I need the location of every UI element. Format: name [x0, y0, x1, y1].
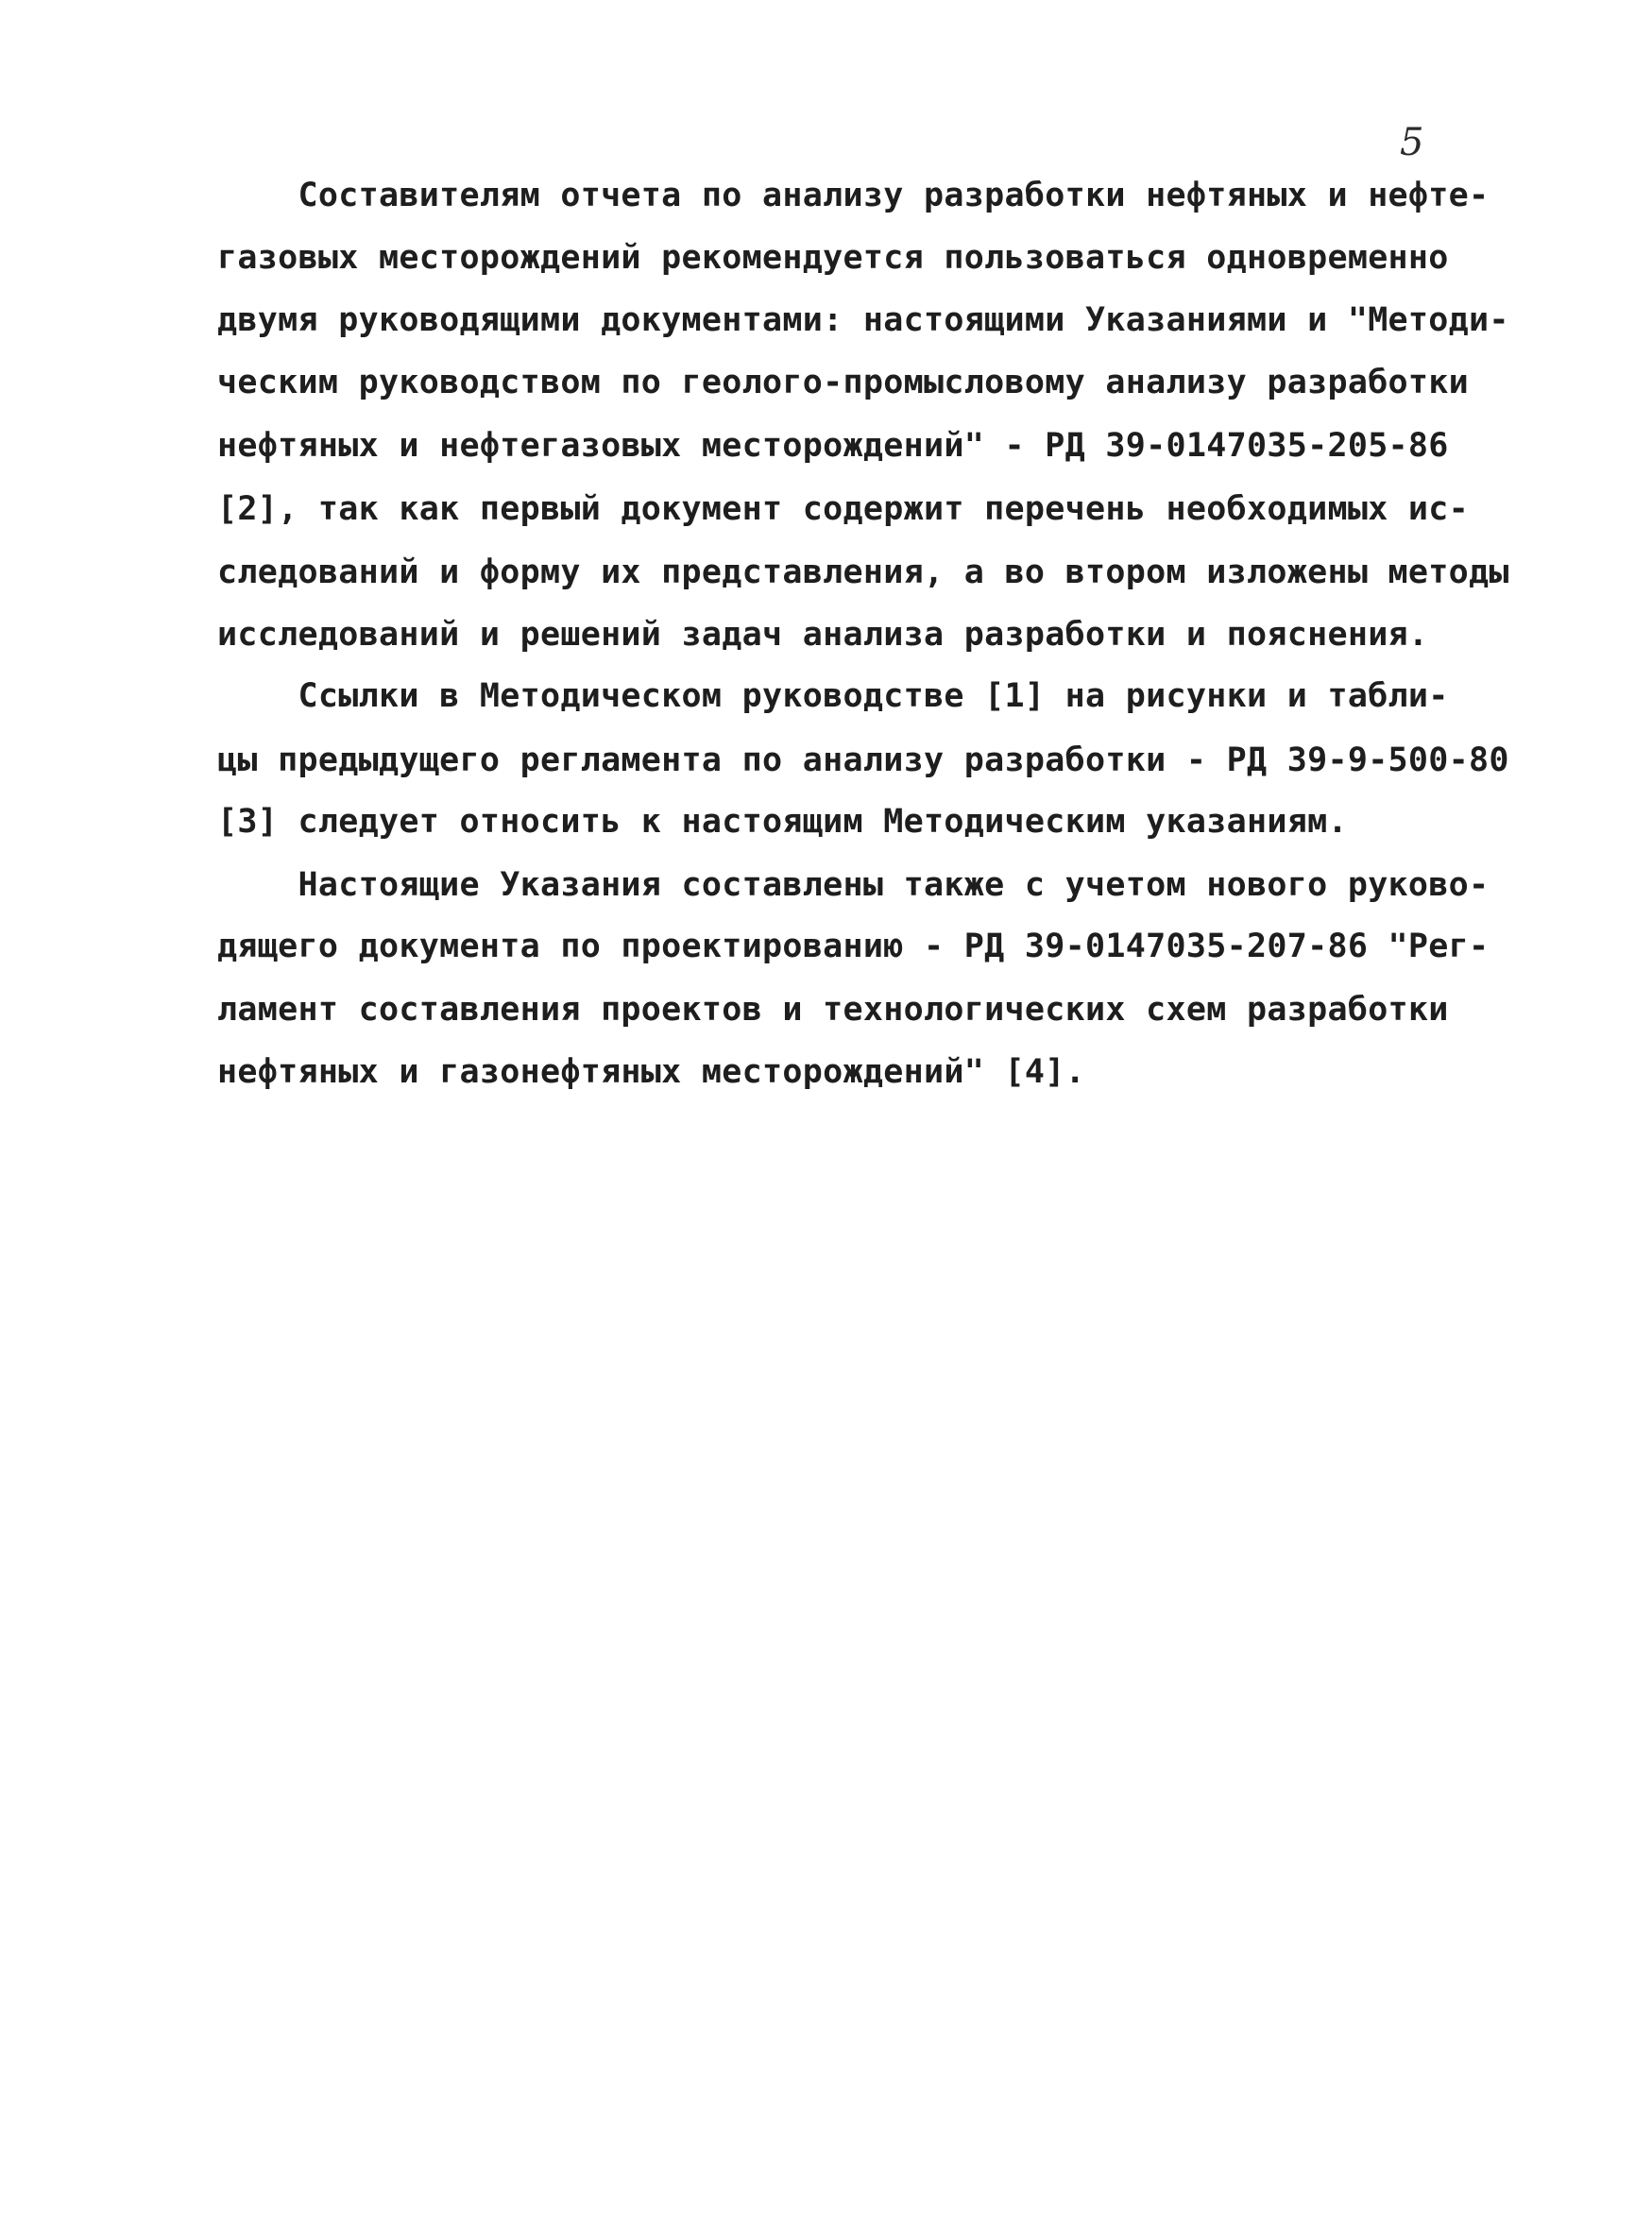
text-line: нефтяных и нефтегазовых месторождений" - РД 39-0147035-205-86	[217, 427, 1449, 465]
text-line: дящего документа по проектированию - РД 39-0147035-207-86 "Рег-	[217, 928, 1490, 965]
text-line: ческим руководством по геолого-промысловому анализу разработки	[217, 364, 1470, 401]
text-line: [2], так как первый документ содержит перечень необходимых ис-	[217, 490, 1470, 528]
text-line: Ссылки в Методическом руководстве [1] на рисунки и табли-	[217, 677, 1449, 715]
text-line: цы предыдущего регламента по анализу разработки - РД 39-9-500-80	[217, 741, 1509, 779]
text-line: двумя руководящими документами: настоящими Указаниями и "Методи-	[217, 301, 1509, 339]
text-line: Настоящие Указания составлены также с учетом нового руково-	[217, 866, 1490, 904]
text-line: [3] следует относить к настоящим Методическим указаниям.	[217, 803, 1348, 841]
text-line: Составителям отчета по анализу разработки нефтяных и нефте-	[217, 177, 1490, 214]
text-line: следований и форму их представления, а во втором изложены методы	[217, 553, 1509, 591]
text-line: ламент составления проектов и технологических схем разработки	[217, 991, 1449, 1029]
text-line: нефтяных и газонефтяных месторождений" [4].	[217, 1053, 1085, 1091]
text-line: газовых месторождений рекомендуется пользоваться одновременно	[217, 239, 1449, 277]
text-line: исследований и решений задач анализа разработки и пояснения.	[217, 616, 1429, 654]
page-number: 5	[1400, 121, 1424, 164]
